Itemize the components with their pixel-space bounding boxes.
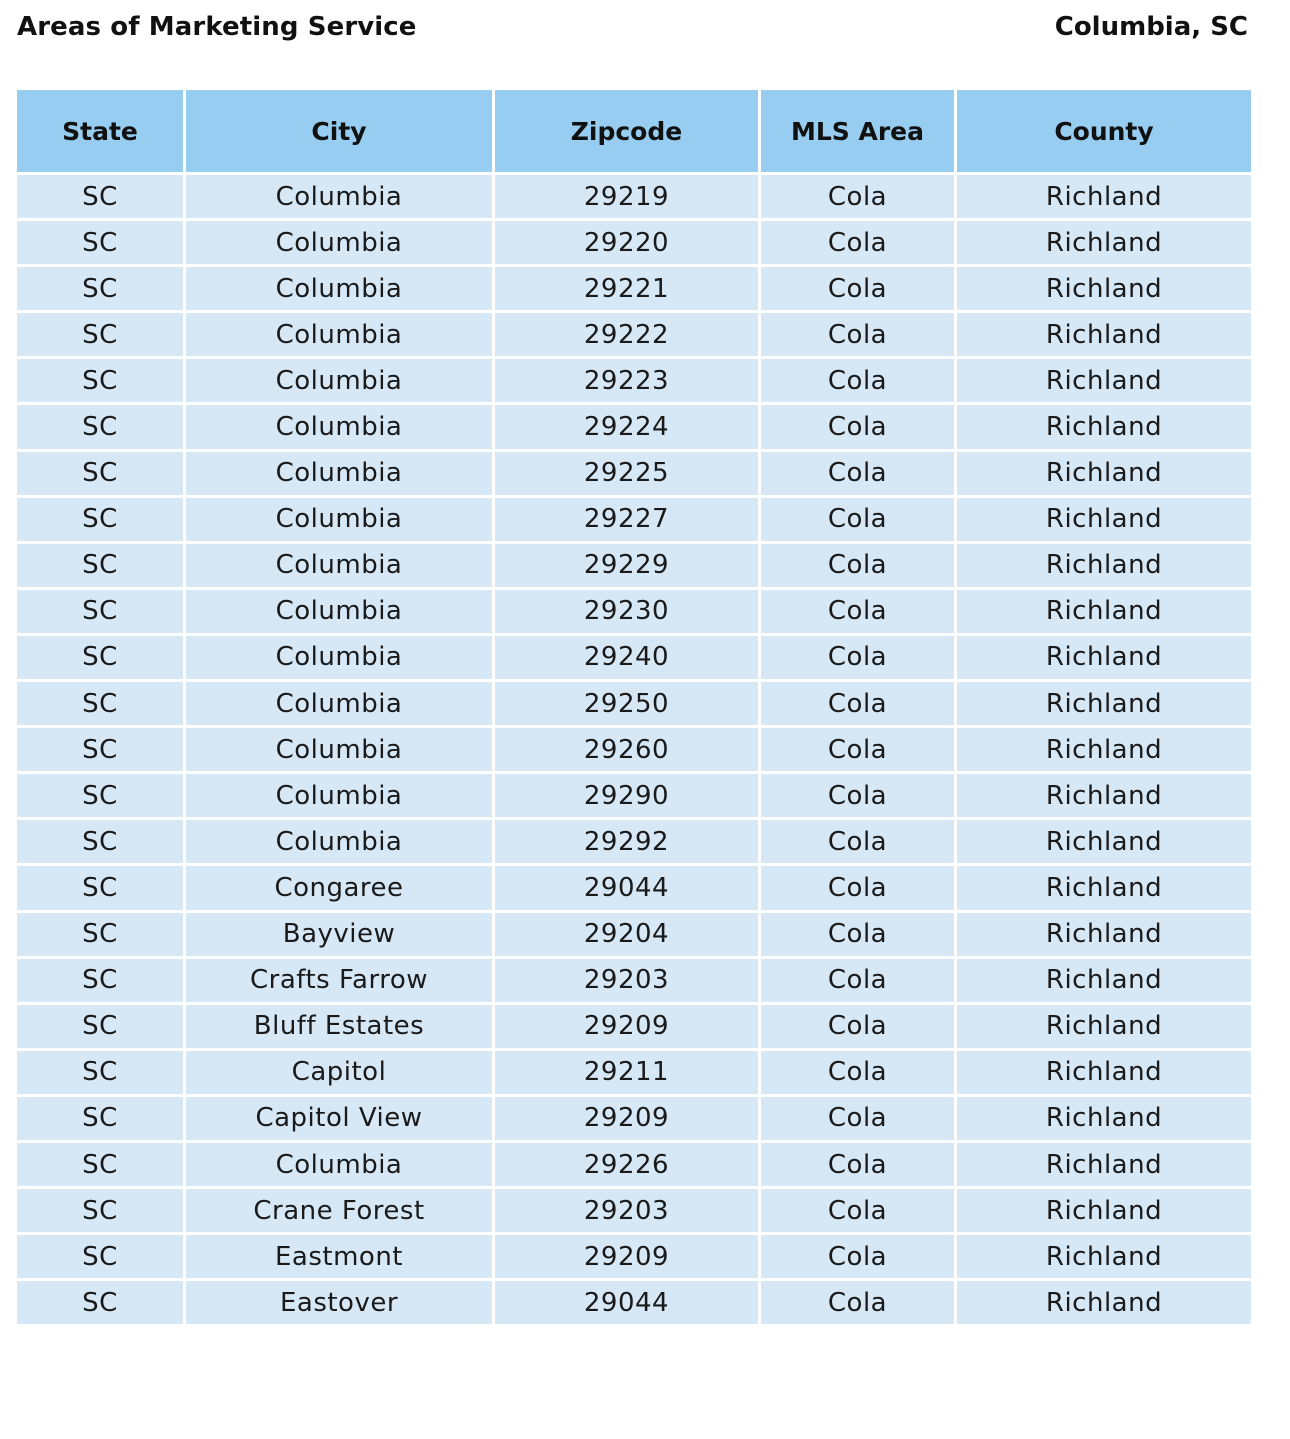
table-row (16, 174, 1253, 220)
table-row (16, 1234, 1253, 1280)
county-cell: Richland (956, 773, 1253, 819)
city-cell: Eastover (185, 1280, 494, 1326)
state-cell: SC (16, 681, 185, 727)
city-cell: Crane Forest (185, 1188, 494, 1234)
zipcode-cell: 29225 (494, 450, 760, 496)
table-row (16, 588, 1253, 634)
county-cell: Richland (956, 727, 1253, 773)
county-cell: Richland (956, 358, 1253, 404)
zipcode-cell: 29292 (494, 819, 760, 865)
table-row (16, 1141, 1253, 1187)
county-cell: Richland (956, 1188, 1253, 1234)
city-cell: Columbia (185, 819, 494, 865)
table-row (16, 865, 1253, 911)
mls-area-cell: Cola (760, 1188, 956, 1234)
zipcode-cell: 29209 (494, 1003, 760, 1049)
city-cell: Eastmont (185, 1234, 494, 1280)
state-cell: SC (16, 1049, 185, 1095)
city-cell: Columbia (185, 266, 494, 312)
table-row (16, 681, 1253, 727)
county-cell: Richland (956, 220, 1253, 266)
table-row (16, 727, 1253, 773)
zipcode-cell: 29203 (494, 957, 760, 1003)
mls-area-cell: Cola (760, 496, 956, 542)
state-cell: SC (16, 1234, 185, 1280)
mls-area-cell: Cola (760, 174, 956, 220)
county-cell: Richland (956, 911, 1253, 957)
zipcode-cell: 29221 (494, 266, 760, 312)
city-cell: Capitol (185, 1049, 494, 1095)
zipcode-cell: 29220 (494, 220, 760, 266)
mls-area-cell: Cola (760, 1049, 956, 1095)
table-row (16, 911, 1253, 957)
county-cell: Richland (956, 1095, 1253, 1141)
table-row (16, 358, 1253, 404)
table-row (16, 542, 1253, 588)
county-cell: Richland (956, 1049, 1253, 1095)
mls-area-cell: Cola (760, 681, 956, 727)
state-cell: SC (16, 1141, 185, 1187)
zipcode-cell: 29223 (494, 358, 760, 404)
mls-area-cell: Cola (760, 727, 956, 773)
zipcode-cell: 29211 (494, 1049, 760, 1095)
zipcode-cell: 29204 (494, 911, 760, 957)
city-cell: Columbia (185, 681, 494, 727)
mls-area-cell: Cola (760, 1003, 956, 1049)
city-cell: Columbia (185, 450, 494, 496)
county-cell: Richland (956, 450, 1253, 496)
zipcode-cell: 29209 (494, 1095, 760, 1141)
city-cell: Columbia (185, 542, 494, 588)
city-cell: Columbia (185, 312, 494, 358)
state-cell: SC (16, 773, 185, 819)
table-row (16, 220, 1253, 266)
table-row (16, 450, 1253, 496)
county-cell: Richland (956, 174, 1253, 220)
mls-area-cell: Cola (760, 588, 956, 634)
table-row (16, 496, 1253, 542)
state-cell: SC (16, 957, 185, 1003)
county-cell: Richland (956, 312, 1253, 358)
table-row (16, 1095, 1253, 1141)
mls-area-cell: Cola (760, 1280, 956, 1326)
mls-area-cell: Cola (760, 220, 956, 266)
mls-area-cell: Cola (760, 404, 956, 450)
city-cell: Columbia (185, 496, 494, 542)
city-cell: Columbia (185, 634, 494, 680)
city-cell: Crafts Farrow (185, 957, 494, 1003)
table-row (16, 312, 1253, 358)
county-cell: Richland (956, 542, 1253, 588)
page-title: Areas of Marketing Service (17, 12, 417, 42)
mls-area-cell: Cola (760, 911, 956, 957)
zipcode-cell: 29224 (494, 404, 760, 450)
county-cell: Richland (956, 404, 1253, 450)
county-cell: Richland (956, 496, 1253, 542)
county-cell: Richland (956, 865, 1253, 911)
column-header-county: County (956, 89, 1253, 174)
table-row (16, 634, 1253, 680)
mls-area-cell: Cola (760, 266, 956, 312)
state-cell: SC (16, 404, 185, 450)
service-areas-table-container (14, 87, 1251, 1327)
zipcode-cell: 29229 (494, 542, 760, 588)
zipcode-cell: 29230 (494, 588, 760, 634)
zipcode-cell: 29290 (494, 773, 760, 819)
city-cell: Capitol View (185, 1095, 494, 1141)
table-row (16, 773, 1253, 819)
mls-area-cell: Cola (760, 773, 956, 819)
city-cell: Columbia (185, 404, 494, 450)
city-cell: Columbia (185, 174, 494, 220)
city-cell: Columbia (185, 588, 494, 634)
zipcode-cell: 29044 (494, 1280, 760, 1326)
state-cell: SC (16, 727, 185, 773)
mls-area-cell: Cola (760, 957, 956, 1003)
table-row (16, 957, 1253, 1003)
state-cell: SC (16, 865, 185, 911)
table-row (16, 404, 1253, 450)
state-cell: SC (16, 1095, 185, 1141)
zipcode-cell: 29203 (494, 1188, 760, 1234)
state-cell: SC (16, 1188, 185, 1234)
state-cell: SC (16, 450, 185, 496)
state-cell: SC (16, 496, 185, 542)
city-cell: Columbia (185, 1141, 494, 1187)
county-cell: Richland (956, 957, 1253, 1003)
mls-area-cell: Cola (760, 819, 956, 865)
county-cell: Richland (956, 266, 1253, 312)
zipcode-cell: 29250 (494, 681, 760, 727)
state-cell: SC (16, 588, 185, 634)
county-cell: Richland (956, 634, 1253, 680)
city-cell: Columbia (185, 358, 494, 404)
zipcode-cell: 29209 (494, 1234, 760, 1280)
county-cell: Richland (956, 1003, 1253, 1049)
city-cell: Bayview (185, 911, 494, 957)
mls-area-cell: Cola (760, 358, 956, 404)
county-cell: Richland (956, 1234, 1253, 1280)
city-cell: Columbia (185, 727, 494, 773)
zipcode-cell: 29044 (494, 865, 760, 911)
mls-area-cell: Cola (760, 1234, 956, 1280)
state-cell: SC (16, 542, 185, 588)
table-row (16, 819, 1253, 865)
table-row (16, 1049, 1253, 1095)
state-cell: SC (16, 220, 185, 266)
city-cell: Columbia (185, 773, 494, 819)
service-areas-table (14, 87, 1254, 1327)
location-label: Columbia, SC (1054, 12, 1248, 42)
state-cell: SC (16, 1003, 185, 1049)
zipcode-cell: 29227 (494, 496, 760, 542)
county-cell: Richland (956, 1280, 1253, 1326)
column-header-mls-area: MLS Area (760, 89, 956, 174)
county-cell: Richland (956, 819, 1253, 865)
column-header-city: City (185, 89, 494, 174)
table-body (16, 174, 1253, 1326)
table-row (16, 266, 1253, 312)
zipcode-cell: 29240 (494, 634, 760, 680)
mls-area-cell: Cola (760, 634, 956, 680)
mls-area-cell: Cola (760, 450, 956, 496)
state-cell: SC (16, 819, 185, 865)
mls-area-cell: Cola (760, 312, 956, 358)
table-row (16, 1188, 1253, 1234)
mls-area-cell: Cola (760, 542, 956, 588)
table-header-row (16, 89, 1253, 174)
zipcode-cell: 29260 (494, 727, 760, 773)
zipcode-cell: 29219 (494, 174, 760, 220)
city-cell: Columbia (185, 220, 494, 266)
state-cell: SC (16, 911, 185, 957)
state-cell: SC (16, 634, 185, 680)
mls-area-cell: Cola (760, 1141, 956, 1187)
table-row (16, 1280, 1253, 1326)
county-cell: Richland (956, 1141, 1253, 1187)
zipcode-cell: 29226 (494, 1141, 760, 1187)
county-cell: Richland (956, 681, 1253, 727)
county-cell: Richland (956, 588, 1253, 634)
city-cell: Congaree (185, 865, 494, 911)
city-cell: Bluff Estates (185, 1003, 494, 1049)
state-cell: SC (16, 358, 185, 404)
column-header-state: State (16, 89, 185, 174)
zipcode-cell: 29222 (494, 312, 760, 358)
mls-area-cell: Cola (760, 1095, 956, 1141)
table-row (16, 1003, 1253, 1049)
state-cell: SC (16, 174, 185, 220)
state-cell: SC (16, 266, 185, 312)
state-cell: SC (16, 312, 185, 358)
mls-area-cell: Cola (760, 865, 956, 911)
state-cell: SC (16, 1280, 185, 1326)
column-header-zipcode: Zipcode (494, 89, 760, 174)
